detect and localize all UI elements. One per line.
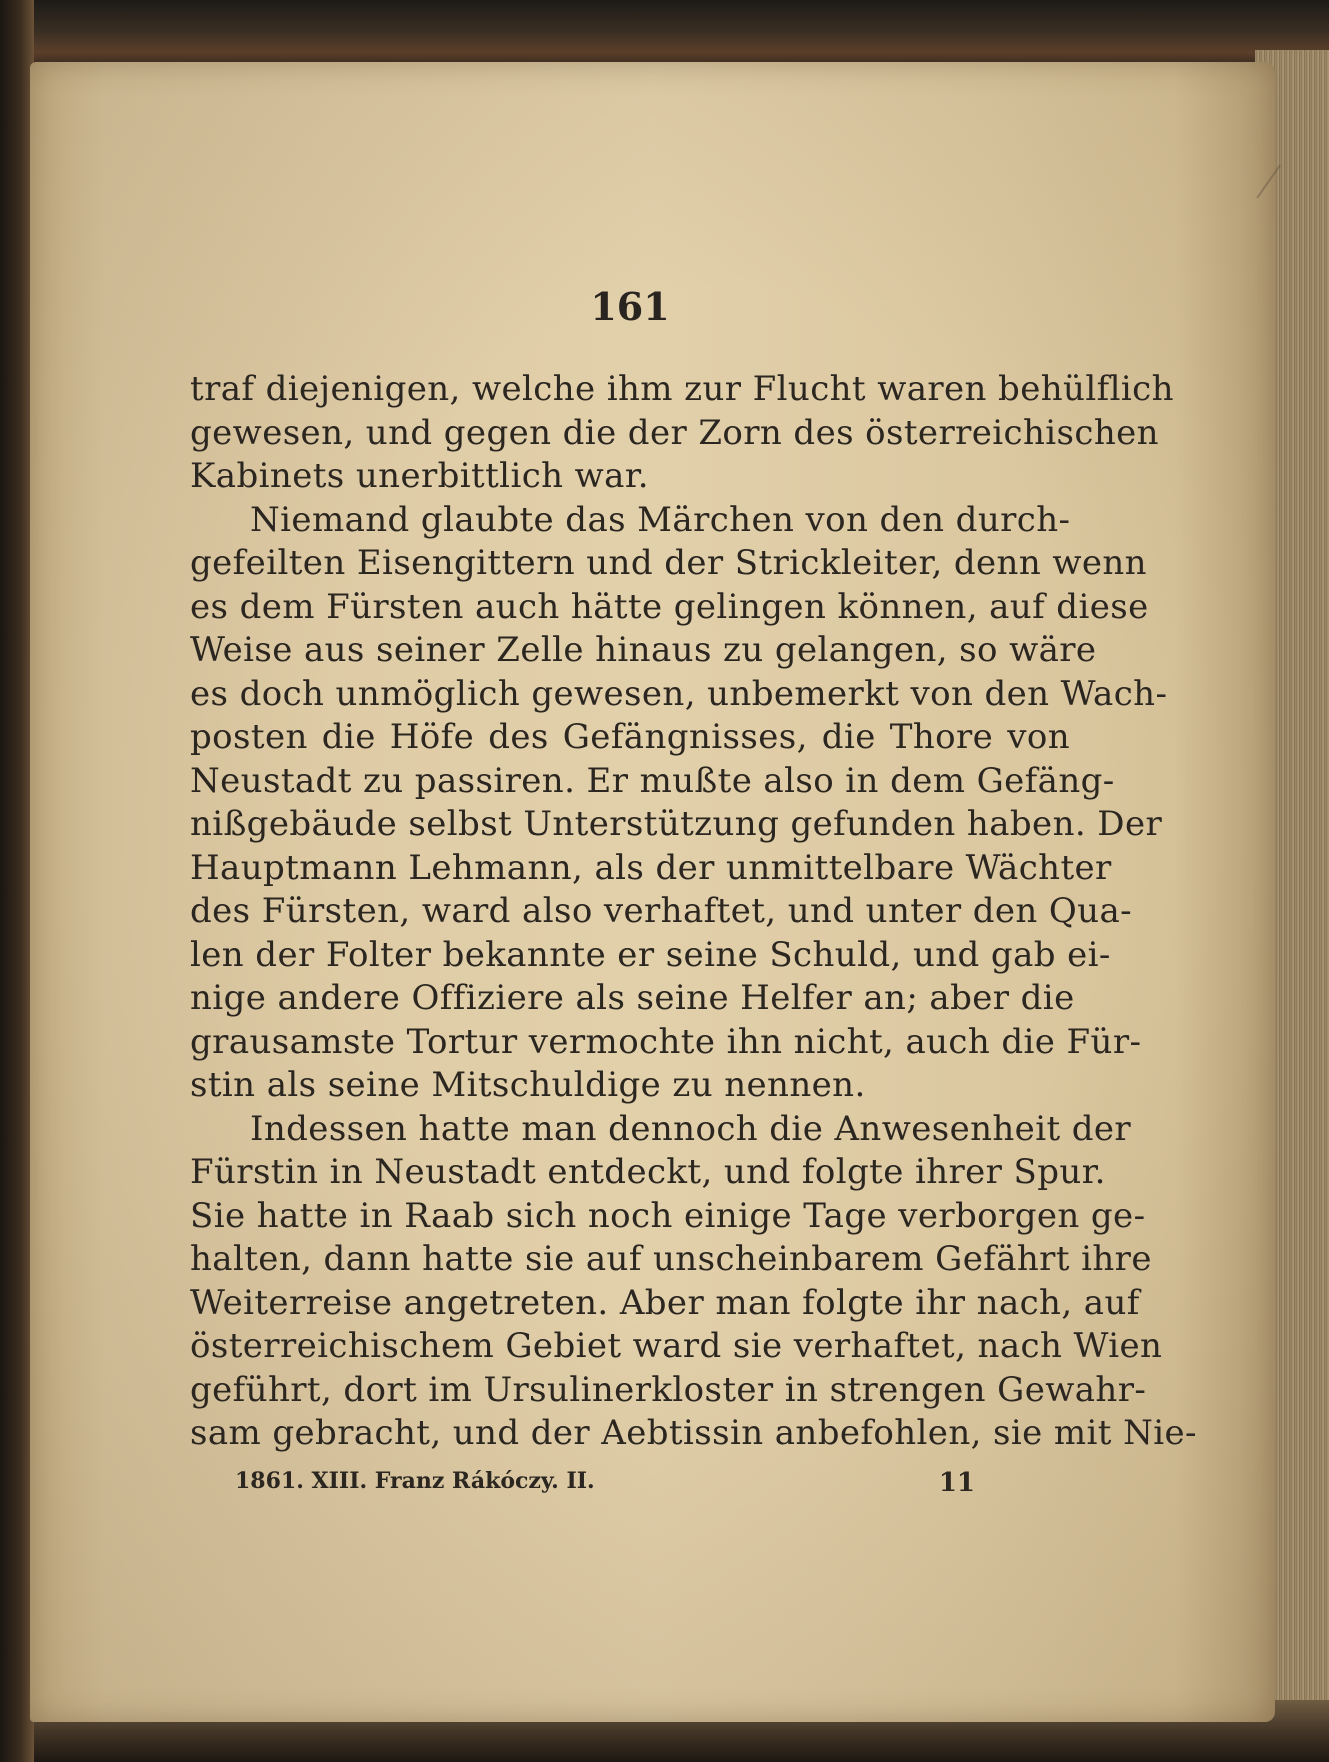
book-binding-top xyxy=(0,0,1329,70)
text-line: stin als seine Mitschuldige zu nennen. xyxy=(190,1065,866,1105)
text-line: Hauptmann Lehmann, als der unmittelbare Wächter xyxy=(190,847,1112,888)
text-line: des Fürsten, ward also verhaftet, und unter den Qua- xyxy=(190,891,1133,931)
book-binding-left xyxy=(0,0,34,1762)
text-line: nige andere Offiziere als seine Helfer an; aber die xyxy=(190,978,1075,1018)
page-number: 161 xyxy=(590,284,670,329)
text-line: Sie hatte in Raab sich noch einige Tage verborgen ge- xyxy=(190,1195,1146,1236)
paragraph xyxy=(190,499,1168,1108)
text-line: traf diejenigen, welche ihm zur Flucht waren behülflich xyxy=(190,369,1174,409)
text-line: Neustadt zu passiren. Er mußte also in dem Gefäng- xyxy=(190,760,1115,801)
text-line: es doch unmöglich gewesen, unbemerkt von den Wach- xyxy=(190,673,1168,714)
text-line: Fürstin in Neustadt entdeckt, und folgte ihrer Spur. xyxy=(190,1152,1106,1192)
text-line: Kabinets unerbittlich war. xyxy=(190,456,649,496)
text-line: gewesen, und gegen die der Zorn des österreichischen xyxy=(190,412,1159,453)
page-footer xyxy=(235,1468,975,1508)
text-line: Indessen hatte man dennoch die Anwesenheit der xyxy=(250,1108,1132,1149)
text-line: österreichischem Gebiet ward sie verhaftet, nach Wien xyxy=(190,1326,1163,1366)
text-line: gefeilten Eisengittern und der Strickleiter, denn wenn xyxy=(190,543,1147,583)
body-text xyxy=(190,368,1197,1456)
text-line: sam gebracht, und der Aebtissin anbefohlen, sie mit Nie- xyxy=(190,1413,1197,1453)
text-line: Weise aus seiner Zelle hinaus zu gelangen, so wäre xyxy=(190,630,1097,670)
text-line: grausamste Tortur vermochte ihn nicht, auch die Für- xyxy=(190,1021,1142,1062)
signature-line: 1861. XIII. Franz Rákóczy. II. xyxy=(235,1468,595,1494)
text-line: geführt, dort im Ursulinerkloster in strengen Gewahr- xyxy=(190,1369,1147,1410)
sheet-number: 11 xyxy=(938,1468,975,1498)
book-page xyxy=(30,62,1275,1722)
text-line: nißgebäude selbst Unterstützung gefunden haben. Der xyxy=(190,804,1163,844)
text-line: posten die Höfe des Gefängnisses, die Thore von xyxy=(190,717,1070,757)
paragraph xyxy=(190,368,1174,499)
text-line: es dem Fürsten auch hätte gelingen können, auf diese xyxy=(190,586,1149,627)
text-line: Niemand glaubte das Märchen von den durch- xyxy=(250,499,1071,540)
text-line: Weiterreise angetreten. Aber man folgte ihr nach, auf xyxy=(190,1282,1140,1323)
text-line: halten, dann hatte sie auf unscheinbarem Gefährt ihre xyxy=(190,1239,1152,1279)
text-line: len der Folter bekannte er seine Schuld, und gab ei- xyxy=(190,934,1111,975)
paragraph xyxy=(190,1108,1197,1456)
